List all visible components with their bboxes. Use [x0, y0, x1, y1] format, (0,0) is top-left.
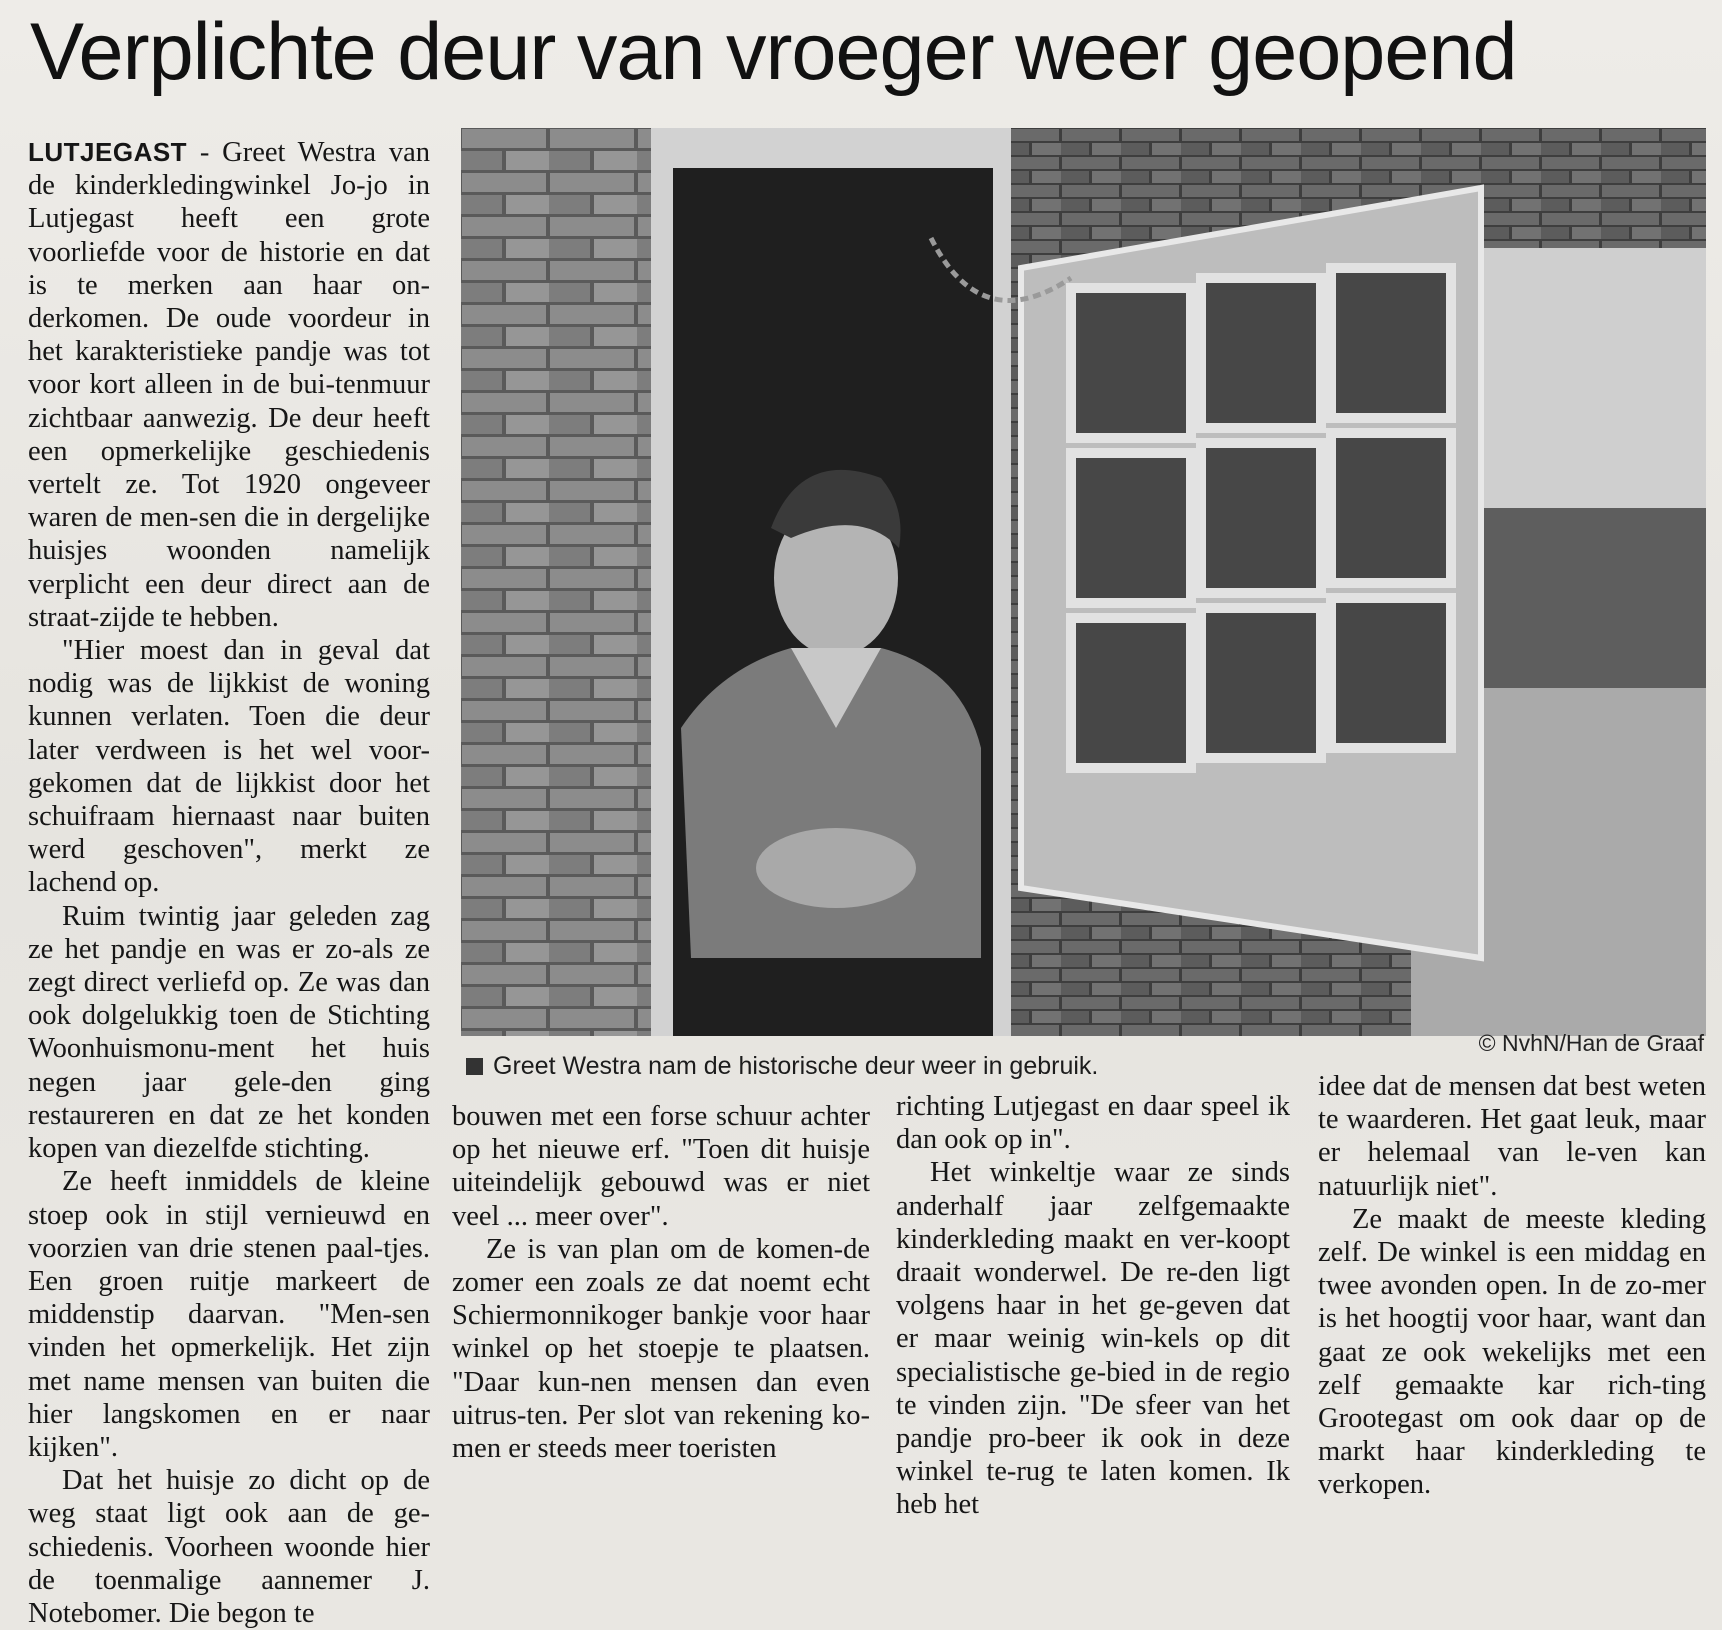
paragraph: idee dat de mensen dat best weten te waarderen. Het gaat leuk, maar er helemaal van le-ven kan natuurlijk niet". — [1318, 1071, 1706, 1202]
caption-text: Greet Westra nam de historische deur weer in gebruik. — [493, 1052, 1099, 1080]
photo-caption — [466, 1050, 1286, 1082]
square-bullet-icon — [466, 1058, 483, 1075]
paragraph: richting Lutjegast en daar speel ik dan ook op in". — [896, 1091, 1290, 1156]
paragraph: bouwen met een forse schuur achter op het nieuwe erf. "Toen dit huisje uiteindelijk gebouwd was er niet veel ... meer over". — [452, 1101, 870, 1232]
article-column-1 — [28, 136, 430, 1630]
paragraph: Ruim twintig jaar geleden zag ze het pandje en was er zo-als ze zegt direct verliefd op. Ze was dan ook dolgelukkig toen de Stichting Woonhuismonu-ment het huis negen jaar gele-den ging restaureren en dat ze het konden kopen van diezelfde stichting. — [28, 900, 430, 1165]
article-column-3 — [896, 1090, 1290, 1522]
paragraph: "Hier moest dan in geval dat nodig was de lijkkist de woning kunnen verlaten. Toen die deur later verdween is het wel voor-gekomen dat de lijkkist door het schuifraam hiernaast naar buiten werd geschoven", merkt ze lachend op. — [28, 635, 430, 899]
paragraph-text: - Greet Westra van de kinderkledingwinkel Jo-jo in Lutjegast heeft een grote voorliefde voor de historie en dat is te merken aan haar on-derkomen. De oude voordeur in het karakteristieke pandje was tot voor kort alleen in de bui-tenmuur zichtbaar aanwezig. De deur heeft een opmerkelijke geschiedenis vertelt ze. Tot 1920 ongeveer waren de men-sen die in dergelijke huisjes woonden namelijk verplicht een deur direct aan de straat-zijde te hebben. — [28, 137, 431, 633]
article-column-4 — [1318, 1070, 1706, 1502]
paragraph: Ze is van plan om de komen-de zomer een zoals ze dat noemt echt Schiermonnikoger bankje voor haar winkel op het stoepje te plaatsen. "Daar kun-nen mensen dan even uitrus-ten. Per slot van rekening ko-men er steeds meer toeristen — [452, 1233, 870, 1465]
paragraph: Ze maakt de meeste kleding zelf. De winkel is een middag en twee avonden open. In de zo-mer is het hoogtij voor haar, want dan gaat ze ook wekelijks met een zelf gemaakte kar rich-ting Grootegast om ook daar op de markt haar kinderkleding te verkopen. — [1318, 1203, 1706, 1501]
paragraph: Het winkeltje waar ze sinds anderhalf jaar zelfgemaakte kinderkleding maakt en ver-koopt draait wonderwel. De re-den ligt volgens haar in het ge-geven dat er maar weinig win-kels op dit specialistische ge-bied in de regio te vinden zijn. "De sfeer van het pandje pro-beer ik ook in deze winkel te-rug te laten komen. Ik heb het — [896, 1157, 1290, 1521]
photo-credit: © NvhN/Han de Graaf — [1478, 1030, 1704, 1056]
paragraph: Ze heeft inmiddels de kleine stoep ook in stijl vernieuwd en voorzien van drie stenen paal-tjes. Een groen ruitje markeert de middenstip daarvan. "Men-sen vinden het opmerkelijk. Het zijn met name mensen van buiten die hier langskomen en er naar kijken". — [28, 1166, 430, 1463]
dateline: LUTJEGAST — [28, 137, 188, 167]
paragraph: Dat het huisje zo dicht op de weg staat ligt ook aan de ge-schiedenis. Voorheen woonde hier de toenmalige aannemer J. Notebomer. Die begon te — [28, 1465, 430, 1629]
headline: Verplichte deur van vroeger weer geopend — [30, 7, 1517, 97]
photo-illustration — [461, 128, 1706, 1036]
paragraph — [28, 136, 430, 634]
article-photo — [461, 128, 1706, 1036]
article-column-2 — [452, 1100, 870, 1465]
